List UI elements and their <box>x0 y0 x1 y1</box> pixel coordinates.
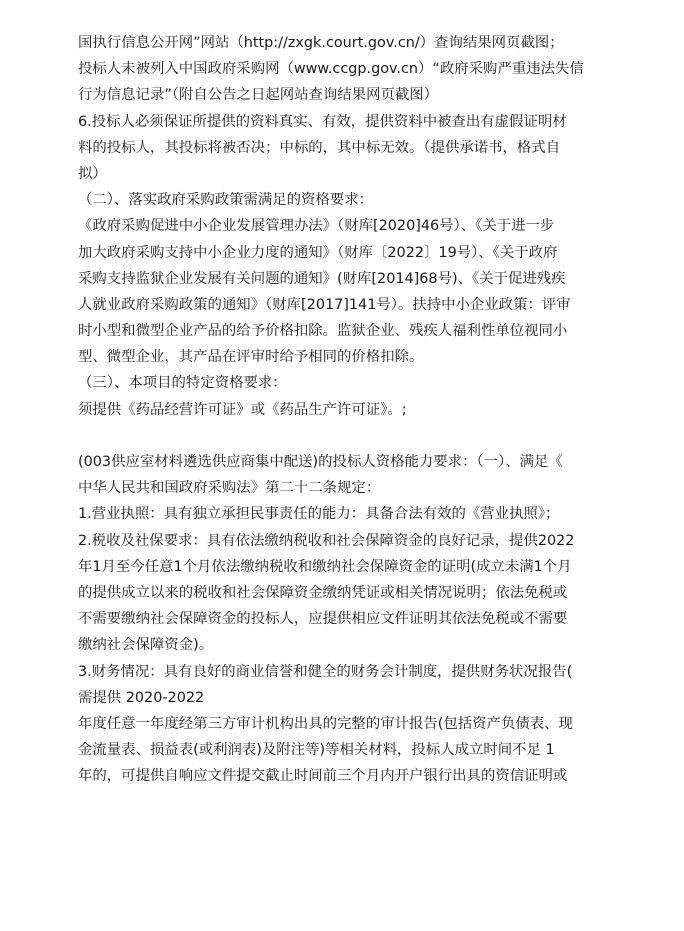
text-line: 1.营业执照：具有独立承担民事责任的能力：具备合法有效的《营业执照》； <box>78 506 560 523</box>
text-line: 3.财务情况：具有良好的商业信誉和健全的财务会计制度，提供财务状况报告( <box>78 663 573 680</box>
text-line: 的提供成立以来的税收和社会保障资金缴纳凭证或相关情况说明；依法免税或 <box>78 584 568 601</box>
text-line: 国执行信息公开网”网站（http://zxgk.court.gov.cn/）查询结果网页截图； <box>78 35 564 51</box>
text-line: 时小型和微型企业产品的给予价格扣除。监狱企业、残疾人福利性单位视同小 <box>78 323 568 340</box>
text-line: 拟） <box>78 165 107 182</box>
text-line: 人就业政府采购政策的通知》（财库[2017]141号）。扶持中小企业政策：评审 <box>78 296 571 313</box>
text-line: 加大政府采购支持中小企业力度的通知》（财库〔2022〕19号）、《关于政府 <box>78 244 558 261</box>
text-line: 年的，可提供自响应文件提交截止时间前三个月内开户银行出具的资信证明或 <box>78 768 568 785</box>
text-line: 型、微型企业，其产品在评审时给予相同的价格扣除。 <box>78 349 424 366</box>
text-line: 年度任意一年度经第三方审计机构出具的完整的审计报告(包括资产负债表、现 <box>78 715 573 732</box>
text-line: 须提供《药品经营许可证》或《药品生产许可证》。; <box>78 401 407 418</box>
text-line: 料的投标人，其投标将被否决；中标的，其中标无效。（提供承诺书，格式自 <box>78 139 561 156</box>
text-line: (003供应室材料遴选供应商集中配送)的投标人资格能力要求：（一）、满足《 <box>78 454 563 470</box>
text-line: 行为信息记录”（附自公告之日起网站查询结果网页截图） <box>78 87 439 104</box>
text-line: 中华人民共和国政府采购法》第二十二条规定： <box>78 480 381 497</box>
text-line: 金流量表、损益表(或利润表)及附注等)等相关材料，投标人成立时间不足 1 <box>78 742 555 759</box>
text-line: 年1月至今任意1个月依法缴纳税收和缴纳社会保障资金的证明(成立未满1个月 <box>78 558 572 575</box>
text-line: 缴纳社会保障资金)。 <box>78 637 214 654</box>
section-heading: （二）、落实政府采购政策需满足的资格要求： <box>78 192 374 209</box>
text-line: 采购支持监狱企业发展有关问题的通知》(财库[2014]68号)、《关于促进残疾 <box>78 270 566 287</box>
text-line: 需提供 2020-2022 <box>78 689 205 706</box>
blank-line <box>78 423 614 449</box>
text-line: 6.投标人必须保证所提供的资料真实、有效，提供资料中被查出有虚假证明材 <box>78 113 567 130</box>
text-line: 不需要缴纳社会保障资金的投标人，应提供相应文件证明其依法免税或不需要 <box>78 611 568 628</box>
text-line: 《政府采购促进中小企业发展管理办法》（财库[2020]46号）、《关于进一步 <box>78 218 555 235</box>
section-heading: （三）、本项目的特定资格要求： <box>78 375 287 392</box>
text-line: 投标人未被列入中国政府采购网（www.ccgp.gov.cn）“政府采购严重违法失信 <box>78 61 584 78</box>
text-line: 2.税收及社保要求：具有依法缴纳税收和社会保障资金的良好记录，提供2022 <box>78 532 575 549</box>
